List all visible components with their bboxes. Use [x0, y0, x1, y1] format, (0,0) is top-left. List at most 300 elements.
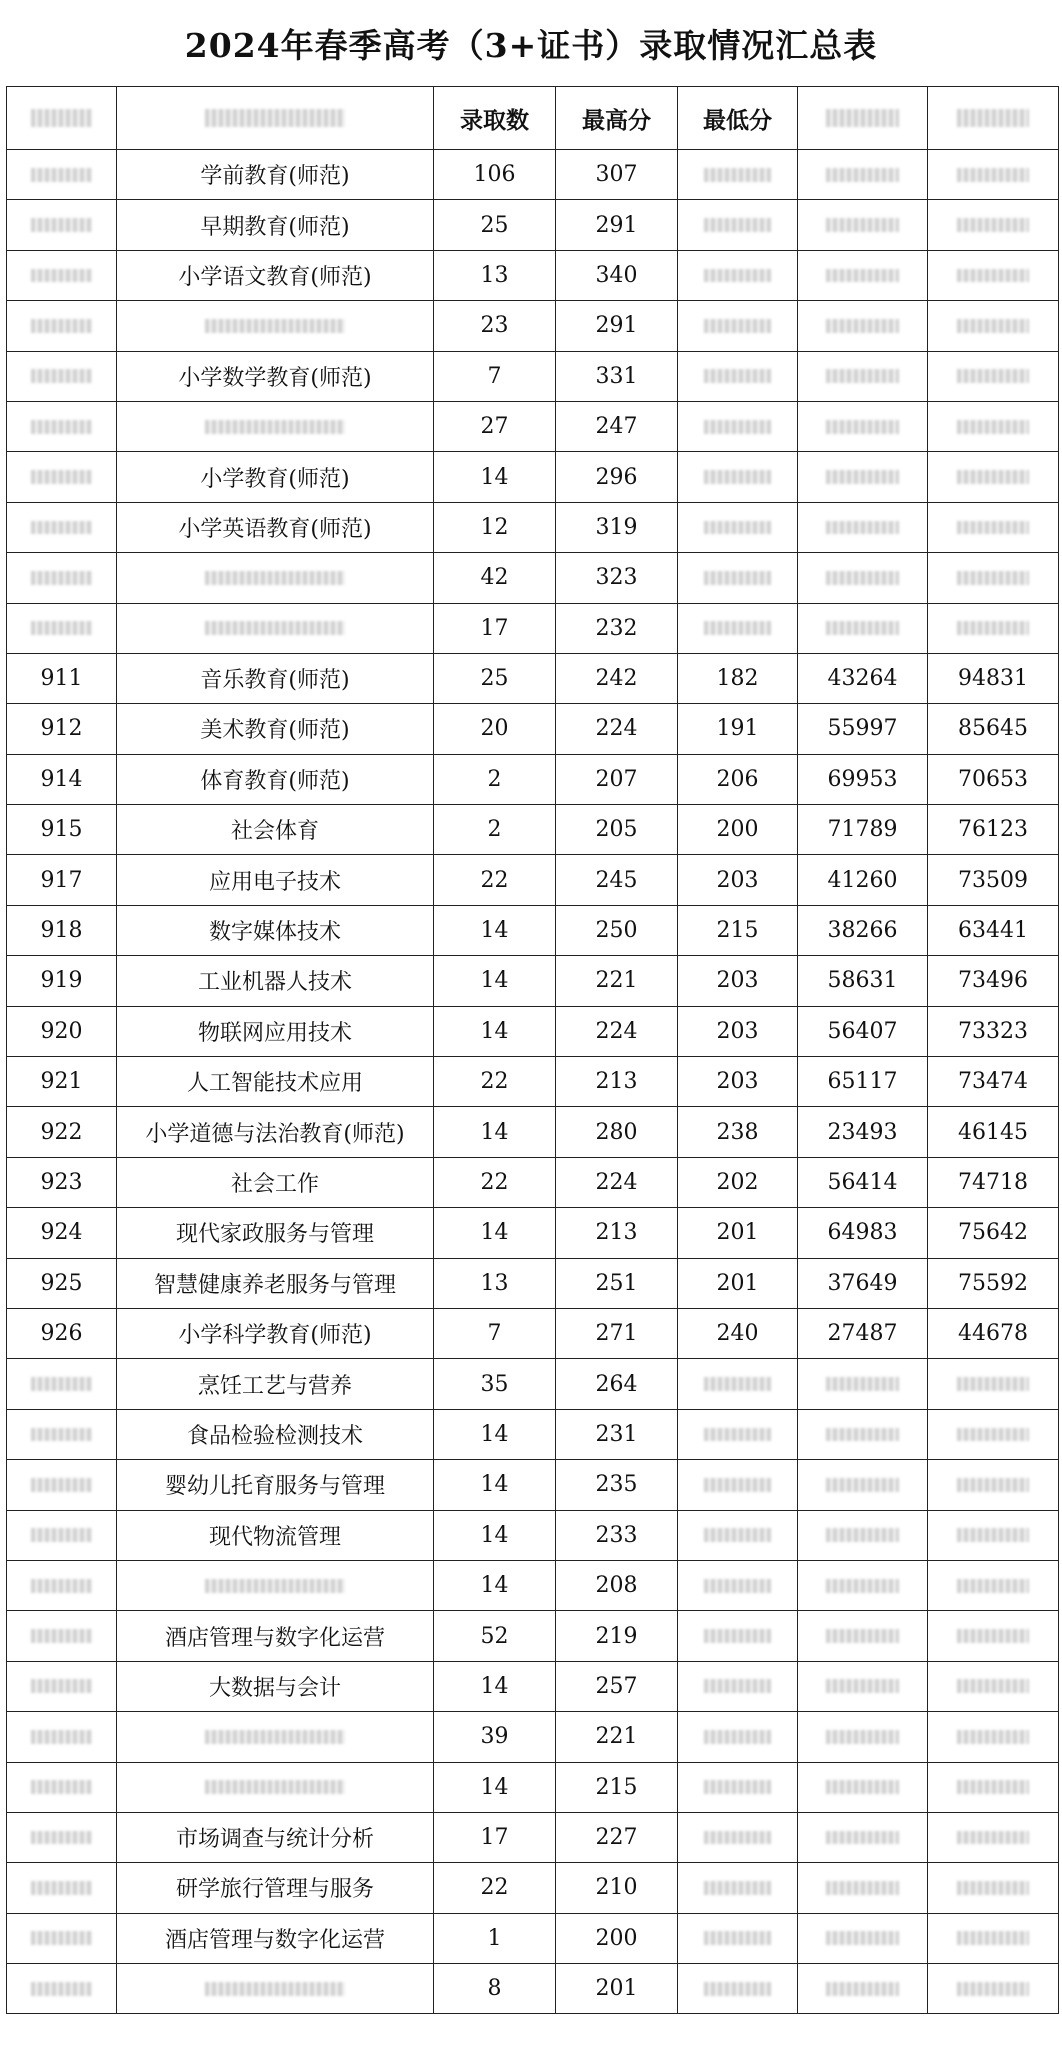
cell-col6	[798, 401, 928, 451]
table-row	[7, 1762, 1059, 1812]
cell-major: 研学旅行管理与服务	[117, 1863, 434, 1913]
header-max-score: 最高分	[556, 87, 678, 150]
cell-min-score: 201	[678, 1258, 798, 1308]
cell-admit-count: 2	[434, 754, 556, 804]
cell-admit-count: 7	[434, 1308, 556, 1358]
cell-min-score: 203	[678, 1006, 798, 1056]
cell-major: 食品检验检测技术	[117, 1409, 434, 1459]
cell-admit-count: 22	[434, 855, 556, 905]
cell-code	[7, 1661, 117, 1711]
cell-col6	[798, 1359, 928, 1409]
cell-code	[7, 1510, 117, 1560]
cell-code: 924	[7, 1208, 117, 1258]
cell-major: 小学数学教育(师范)	[117, 351, 434, 401]
cell-max-score: 227	[556, 1812, 678, 1862]
table-row	[7, 905, 1059, 955]
cell-col6	[798, 200, 928, 250]
cell-min-score	[678, 1359, 798, 1409]
cell-col7	[928, 1712, 1059, 1762]
cell-admit-count: 14	[434, 956, 556, 1006]
cell-code: 919	[7, 956, 117, 1006]
cell-code	[7, 1812, 117, 1862]
cell-col7	[928, 1560, 1059, 1610]
cell-admit-count: 17	[434, 1812, 556, 1862]
table-body	[7, 150, 1059, 2014]
cell-admit-count: 1	[434, 1913, 556, 1963]
table-row	[7, 956, 1059, 1006]
cell-col6	[798, 502, 928, 552]
cell-col7: 75642	[928, 1208, 1059, 1258]
cell-col6: 71789	[798, 805, 928, 855]
cell-code: 920	[7, 1006, 117, 1056]
cell-col7	[928, 1913, 1059, 1963]
cell-max-score: 213	[556, 1057, 678, 1107]
header-col6	[798, 87, 928, 150]
table-row	[7, 1107, 1059, 1157]
cell-min-score	[678, 1762, 798, 1812]
cell-min-score: 182	[678, 653, 798, 703]
cell-max-score: 210	[556, 1863, 678, 1913]
cell-major: 工业机器人技术	[117, 956, 434, 1006]
cell-col7: 73509	[928, 855, 1059, 905]
cell-major: 酒店管理与数字化运营	[117, 1913, 434, 1963]
cell-code	[7, 1712, 117, 1762]
cell-admit-count: 23	[434, 301, 556, 351]
cell-min-score	[678, 1409, 798, 1459]
cell-min-score	[678, 1510, 798, 1560]
cell-code	[7, 452, 117, 502]
cell-max-score: 200	[556, 1913, 678, 1963]
cell-max-score: 247	[556, 401, 678, 451]
table-row	[7, 1308, 1059, 1358]
cell-major	[117, 1964, 434, 2014]
cell-code	[7, 1560, 117, 1610]
cell-admit-count: 7	[434, 351, 556, 401]
cell-min-score	[678, 1913, 798, 1963]
table-row	[7, 301, 1059, 351]
cell-min-score	[678, 1460, 798, 1510]
cell-min-score	[678, 502, 798, 552]
table-row	[7, 553, 1059, 603]
cell-major: 婴幼儿托育服务与管理	[117, 1460, 434, 1510]
cell-col7: 73323	[928, 1006, 1059, 1056]
table-row	[7, 502, 1059, 552]
cell-major: 数字媒体技术	[117, 905, 434, 955]
cell-col6	[798, 1460, 928, 1510]
cell-max-score: 242	[556, 653, 678, 703]
cell-col7	[928, 502, 1059, 552]
cell-major: 应用电子技术	[117, 855, 434, 905]
cell-max-score: 219	[556, 1611, 678, 1661]
cell-code: 911	[7, 653, 117, 703]
cell-col6	[798, 301, 928, 351]
cell-major: 早期教育(师范)	[117, 200, 434, 250]
cell-major: 现代物流管理	[117, 1510, 434, 1560]
cell-min-score: 201	[678, 1208, 798, 1258]
cell-col7	[928, 200, 1059, 250]
cell-min-score	[678, 1863, 798, 1913]
cell-admit-count: 39	[434, 1712, 556, 1762]
cell-col6: 65117	[798, 1057, 928, 1107]
cell-col6	[798, 452, 928, 502]
table-row	[7, 150, 1059, 200]
cell-col6: 27487	[798, 1308, 928, 1358]
cell-admit-count: 27	[434, 401, 556, 451]
cell-admit-count: 14	[434, 1409, 556, 1459]
cell-major: 大数据与会计	[117, 1661, 434, 1711]
cell-admit-count: 13	[434, 1258, 556, 1308]
cell-min-score	[678, 553, 798, 603]
cell-col6: 64983	[798, 1208, 928, 1258]
table-row	[7, 250, 1059, 300]
cell-min-score	[678, 1560, 798, 1610]
cell-max-score: 264	[556, 1359, 678, 1409]
cell-max-score: 340	[556, 250, 678, 300]
cell-col7: 44678	[928, 1308, 1059, 1358]
cell-col7	[928, 401, 1059, 451]
cell-col6	[798, 1812, 928, 1862]
cell-major	[117, 1560, 434, 1610]
cell-max-score: 201	[556, 1964, 678, 2014]
cell-min-score	[678, 301, 798, 351]
cell-max-score: 291	[556, 301, 678, 351]
cell-admit-count: 14	[434, 1208, 556, 1258]
cell-col7: 73496	[928, 956, 1059, 1006]
cell-col6	[798, 1863, 928, 1913]
cell-max-score: 207	[556, 754, 678, 804]
cell-col6	[798, 1964, 928, 2014]
cell-admit-count: 14	[434, 1762, 556, 1812]
cell-max-score: 307	[556, 150, 678, 200]
cell-code	[7, 150, 117, 200]
cell-col7	[928, 1661, 1059, 1711]
cell-col7	[928, 351, 1059, 401]
cell-max-score: 331	[556, 351, 678, 401]
cell-max-score: 224	[556, 1157, 678, 1207]
cell-max-score: 280	[556, 1107, 678, 1157]
cell-major: 小学英语教育(师范)	[117, 502, 434, 552]
cell-col7	[928, 1611, 1059, 1661]
cell-max-score: 245	[556, 855, 678, 905]
cell-admit-count: 13	[434, 250, 556, 300]
cell-col6	[798, 1762, 928, 1812]
cell-code: 915	[7, 805, 117, 855]
table-row	[7, 351, 1059, 401]
cell-col6: 37649	[798, 1258, 928, 1308]
cell-code	[7, 200, 117, 250]
cell-max-score: 221	[556, 956, 678, 1006]
cell-admit-count: 14	[434, 452, 556, 502]
cell-min-score	[678, 1661, 798, 1711]
cell-major	[117, 301, 434, 351]
cell-major: 音乐教育(师范)	[117, 653, 434, 703]
cell-admit-count: 22	[434, 1157, 556, 1207]
cell-max-score: 215	[556, 1762, 678, 1812]
cell-major: 社会工作	[117, 1157, 434, 1207]
cell-min-score	[678, 1611, 798, 1661]
cell-major: 社会体育	[117, 805, 434, 855]
cell-col7	[928, 1964, 1059, 2014]
cell-min-score: 215	[678, 905, 798, 955]
cell-code: 914	[7, 754, 117, 804]
cell-max-score: 221	[556, 1712, 678, 1762]
table-row	[7, 1258, 1059, 1308]
cell-col6: 56407	[798, 1006, 928, 1056]
table-header-row	[7, 87, 1059, 150]
cell-col6	[798, 150, 928, 200]
cell-code	[7, 301, 117, 351]
cell-col7	[928, 1409, 1059, 1459]
cell-admit-count: 14	[434, 905, 556, 955]
cell-col7	[928, 250, 1059, 300]
cell-col7: 76123	[928, 805, 1059, 855]
table-row	[7, 1510, 1059, 1560]
cell-col6: 43264	[798, 653, 928, 703]
cell-admit-count: 14	[434, 1510, 556, 1560]
cell-code	[7, 250, 117, 300]
cell-col7	[928, 1359, 1059, 1409]
cell-major: 学前教育(师范)	[117, 150, 434, 200]
table-row	[7, 1560, 1059, 1610]
cell-min-score	[678, 401, 798, 451]
cell-major: 智慧健康养老服务与管理	[117, 1258, 434, 1308]
cell-code: 912	[7, 704, 117, 754]
cell-col6	[798, 250, 928, 300]
cell-code	[7, 1359, 117, 1409]
cell-major: 小学科学教育(师范)	[117, 1308, 434, 1358]
cell-major	[117, 1712, 434, 1762]
cell-code	[7, 401, 117, 451]
cell-col6	[798, 1661, 928, 1711]
cell-col7	[928, 603, 1059, 653]
cell-col7	[928, 553, 1059, 603]
table-row	[7, 1208, 1059, 1258]
cell-min-score	[678, 603, 798, 653]
table-row	[7, 653, 1059, 703]
cell-min-score	[678, 452, 798, 502]
cell-col7	[928, 1460, 1059, 1510]
cell-col7: 73474	[928, 1057, 1059, 1107]
cell-max-score: 250	[556, 905, 678, 955]
cell-admit-count: 14	[434, 1107, 556, 1157]
cell-min-score: 238	[678, 1107, 798, 1157]
table-row	[7, 1913, 1059, 1963]
cell-col6: 38266	[798, 905, 928, 955]
cell-max-score: 323	[556, 553, 678, 603]
cell-min-score	[678, 1712, 798, 1762]
cell-admit-count: 8	[434, 1964, 556, 2014]
cell-code	[7, 1863, 117, 1913]
cell-col7: 63441	[928, 905, 1059, 955]
table-row	[7, 1611, 1059, 1661]
cell-col7	[928, 1762, 1059, 1812]
table-row	[7, 805, 1059, 855]
cell-min-score	[678, 1812, 798, 1862]
cell-major	[117, 553, 434, 603]
cell-admit-count: 35	[434, 1359, 556, 1409]
admission-table-wrap	[6, 86, 1058, 2014]
cell-admit-count: 22	[434, 1057, 556, 1107]
cell-col7: 94831	[928, 653, 1059, 703]
cell-admit-count: 42	[434, 553, 556, 603]
cell-major: 烹饪工艺与营养	[117, 1359, 434, 1409]
cell-col6	[798, 603, 928, 653]
table-row	[7, 603, 1059, 653]
table-row	[7, 401, 1059, 451]
table-row	[7, 704, 1059, 754]
header-col7	[928, 87, 1059, 150]
cell-max-score: 231	[556, 1409, 678, 1459]
header-admit-count: 录取数	[434, 87, 556, 150]
cell-admit-count: 22	[434, 1863, 556, 1913]
cell-code	[7, 603, 117, 653]
cell-col6: 69953	[798, 754, 928, 804]
cell-col6	[798, 1409, 928, 1459]
cell-col7: 70653	[928, 754, 1059, 804]
cell-col7: 75592	[928, 1258, 1059, 1308]
cell-min-score	[678, 150, 798, 200]
cell-col6: 41260	[798, 855, 928, 905]
cell-major: 酒店管理与数字化运营	[117, 1611, 434, 1661]
cell-min-score: 203	[678, 956, 798, 1006]
cell-major: 物联网应用技术	[117, 1006, 434, 1056]
cell-col6: 58631	[798, 956, 928, 1006]
cell-min-score: 240	[678, 1308, 798, 1358]
table-row	[7, 1661, 1059, 1711]
cell-major	[117, 603, 434, 653]
cell-admit-count: 14	[434, 1560, 556, 1610]
cell-max-score: 205	[556, 805, 678, 855]
cell-major	[117, 1762, 434, 1812]
cell-admit-count: 14	[434, 1661, 556, 1711]
cell-col7	[928, 1812, 1059, 1862]
header-min-score: 最低分	[678, 87, 798, 150]
cell-col6: 23493	[798, 1107, 928, 1157]
table-row	[7, 1157, 1059, 1207]
cell-col6: 56414	[798, 1157, 928, 1207]
cell-admit-count: 20	[434, 704, 556, 754]
cell-code: 923	[7, 1157, 117, 1207]
cell-code	[7, 1913, 117, 1963]
cell-min-score: 203	[678, 855, 798, 905]
cell-major: 小学语文教育(师范)	[117, 250, 434, 300]
cell-admit-count: 25	[434, 200, 556, 250]
cell-col6	[798, 1560, 928, 1610]
cell-max-score: 257	[556, 1661, 678, 1711]
cell-col6	[798, 1712, 928, 1762]
cell-col7	[928, 452, 1059, 502]
cell-major: 现代家政服务与管理	[117, 1208, 434, 1258]
cell-max-score: 208	[556, 1560, 678, 1610]
cell-admit-count: 25	[434, 653, 556, 703]
cell-min-score	[678, 200, 798, 250]
table-row	[7, 754, 1059, 804]
table-row	[7, 1964, 1059, 2014]
cell-admit-count: 17	[434, 603, 556, 653]
table-row	[7, 1359, 1059, 1409]
cell-min-score	[678, 250, 798, 300]
cell-col7: 74718	[928, 1157, 1059, 1207]
table-row	[7, 1712, 1059, 1762]
cell-major: 美术教育(师范)	[117, 704, 434, 754]
cell-admit-count: 2	[434, 805, 556, 855]
cell-min-score	[678, 1964, 798, 2014]
cell-code	[7, 1611, 117, 1661]
cell-code: 921	[7, 1057, 117, 1107]
table-row	[7, 452, 1059, 502]
cell-max-score: 319	[556, 502, 678, 552]
cell-code: 917	[7, 855, 117, 905]
cell-code: 918	[7, 905, 117, 955]
cell-admit-count: 14	[434, 1460, 556, 1510]
cell-code	[7, 502, 117, 552]
cell-code	[7, 1762, 117, 1812]
cell-col6	[798, 1510, 928, 1560]
cell-col7	[928, 150, 1059, 200]
cell-code	[7, 351, 117, 401]
cell-col6: 55997	[798, 704, 928, 754]
cell-max-score: 251	[556, 1258, 678, 1308]
cell-code	[7, 1460, 117, 1510]
table-row	[7, 200, 1059, 250]
cell-major: 小学道德与法治教育(师范)	[117, 1107, 434, 1157]
cell-max-score: 271	[556, 1308, 678, 1358]
cell-code: 926	[7, 1308, 117, 1358]
cell-max-score: 233	[556, 1510, 678, 1560]
cell-min-score: 200	[678, 805, 798, 855]
cell-major: 人工智能技术应用	[117, 1057, 434, 1107]
cell-admit-count: 106	[434, 150, 556, 200]
cell-min-score	[678, 351, 798, 401]
cell-min-score: 202	[678, 1157, 798, 1207]
cell-admit-count: 52	[434, 1611, 556, 1661]
cell-max-score: 291	[556, 200, 678, 250]
cell-min-score: 203	[678, 1057, 798, 1107]
table-row	[7, 1057, 1059, 1107]
table-row	[7, 1460, 1059, 1510]
cell-min-score: 206	[678, 754, 798, 804]
cell-max-score: 235	[556, 1460, 678, 1510]
table-row	[7, 1863, 1059, 1913]
table-row	[7, 1409, 1059, 1459]
cell-min-score: 191	[678, 704, 798, 754]
page-title: 2024年春季高考（3+证书）录取情况汇总表	[184, 25, 878, 65]
cell-col6	[798, 553, 928, 603]
table-row	[7, 855, 1059, 905]
cell-col6	[798, 1611, 928, 1661]
cell-major: 体育教育(师范)	[117, 754, 434, 804]
cell-major: 小学教育(师范)	[117, 452, 434, 502]
cell-col7: 85645	[928, 704, 1059, 754]
cell-major: 市场调查与统计分析	[117, 1812, 434, 1862]
cell-col7: 46145	[928, 1107, 1059, 1157]
cell-col6	[798, 1913, 928, 1963]
cell-admit-count: 12	[434, 502, 556, 552]
cell-max-score: 224	[556, 704, 678, 754]
cell-code: 922	[7, 1107, 117, 1157]
cell-major	[117, 401, 434, 451]
header-code	[7, 87, 117, 150]
cell-code	[7, 553, 117, 603]
cell-col7	[928, 1510, 1059, 1560]
cell-code	[7, 1409, 117, 1459]
cell-max-score: 232	[556, 603, 678, 653]
table-row	[7, 1006, 1059, 1056]
cell-code	[7, 1964, 117, 2014]
cell-col7	[928, 1863, 1059, 1913]
cell-max-score: 213	[556, 1208, 678, 1258]
cell-max-score: 224	[556, 1006, 678, 1056]
